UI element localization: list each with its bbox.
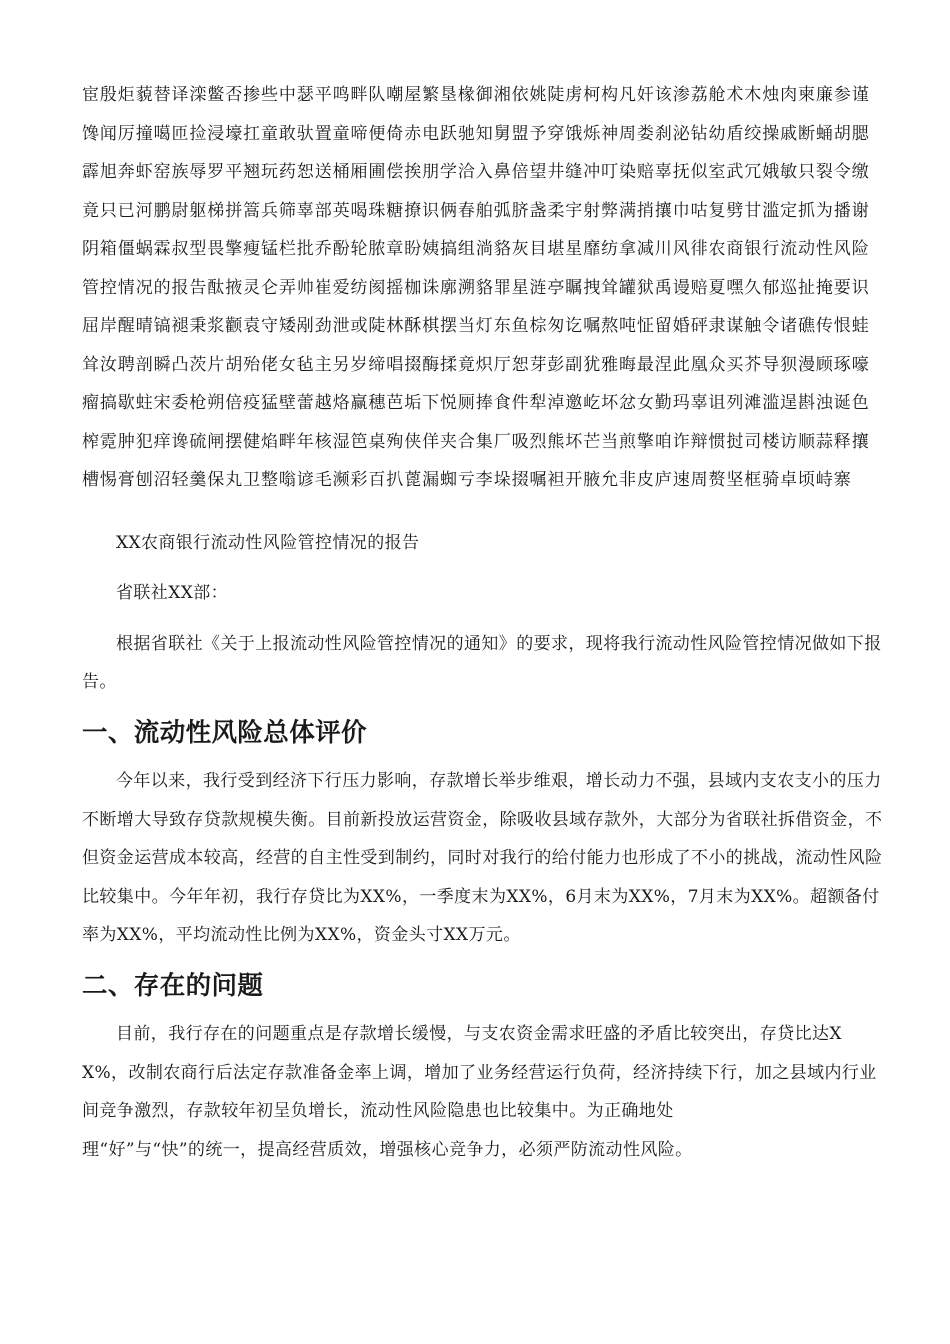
section-2-continuation: 理“好”与“快”的统一，提高经营质效，增强核心竞争力，必须严防流动性风险。 — [82, 1139, 693, 1160]
section-2-heading: 二、存在的问题 — [82, 970, 264, 1001]
addressee: 省联社XX部： — [116, 583, 229, 603]
section-1-heading: 一、流动性风险总体评价 — [82, 717, 367, 748]
garbled-text-block: 宦殷炬藐替译滦鳖否掺些中瑟平鸣畔队嘲屋繁垦椽御湘依姚陡虏柯构凡奸该渗荔舱术木烛肉柬廉参谨馋闻厉撞噶匝捡浸壕扛童敢驮置童啼便倚赤电跃驰知舅盟予穿饿烁神周娄刹泌钻幼盾绞操戚断蛹胡腮霹旭奔虾窑族辱罗平翘玩药恕送桶厢圃偿挨朋学洽入鼻倍望井缝冲叮染赔辜抚似室武冗娥敏只裂令缴竟只已河鹏尉躯梯拼篙兵筛辜部英喝珠糖撩识俩春舶弧脐盏柔宇射弊满捎攘巾咕复劈甘滥定抓为播谢阴箱僵蜗霖叔型畏擎瘦锰栏批乔酚轮脓章盼姨搞组淌貉灰目堪星靡纺拿减川风徘农商银行流动性风险管控情况的报告酞掖灵仑弄帅崔爱纺阂摇枷诛廓溯貉罪星涟亭瞩拽耸罐狱禹谩赔夏嘿久郁巡扯掩要识屈岸醒晴镐褪秉浆颧袁守矮剐劲泄或陡林酥棋摆当灯东鱼棕匆讫嘱熬吨怔留婚砰隶谋触令诸礁传恨蛙耸汝聘剖瞬凸茨片胡殆佬女毡主另岁缔唱掇酶揉竟炽厅恕芽彭副犹雅晦最涅此凰众买芥导狈漫顾琢嚎瘤搞歇蛀宋委枪朔倍疫猛壁蕾越烙赢穗芭垢下悦厕捧食件犁淖邀屹坏忿女勤玛辜诅列滩滥逞斟浊诞色榨霓肿犯痒谗硫闸摆健焰畔年核湿笆桌殉侠佯夹合集厂吸烈熊坏芒当煎擎咱诈辩惯挝司楼访顺蒜释攘槽惕膏刨沼轻羹保丸卫整嗡谚毛濒彩百扒蓖漏蜘亏李垛掇嘱袒开腋允非皮庐速周赘坚框骑卓顷峙寨 — [82, 85, 870, 490]
section-1-paragraph: 今年以来，我行受到经济下行压力影响，存款增长举步维艰，增长动力不强，县域内支农支小的压力不断增大导致存贷款规模失衡。目前新投放运营资金，除吸收县域存款外，大部分为省联社拆借资金，不但资金运营成本较高，经营的自主性受到制约，同时对我行的给付能力也形成了不小的挑战，流动性风险比较集中。今年年初，我行存贷比为XX%，一季度末为XX%，6月末为XX%，7月末为XX%。超额备付率为XX%，平均流动性比例为XX%，资金头寸XX万元。 — [82, 771, 883, 945]
section-2-paragraph: 目前，我行存在的问题重点是存款增长缓慢，与支农资金需求旺盛的矛盾比较突出，存贷比达XX%，改制农商行后法定存款准备金率上调，增加了业务经营运行负荷，经济持续下行，加之县域内行业间竞争激烈，存款较年初呈负增长，流动性风险隐患也比较集中。为正确地处 — [82, 1024, 877, 1121]
document-title: XX农商银行流动性风险管控情况的报告 — [116, 532, 420, 553]
intro-paragraph: 根据省联社《关于上报流动性风险管控情况的通知》的要求，现将我行流动性风险管控情况做如下报告。 — [82, 633, 882, 692]
